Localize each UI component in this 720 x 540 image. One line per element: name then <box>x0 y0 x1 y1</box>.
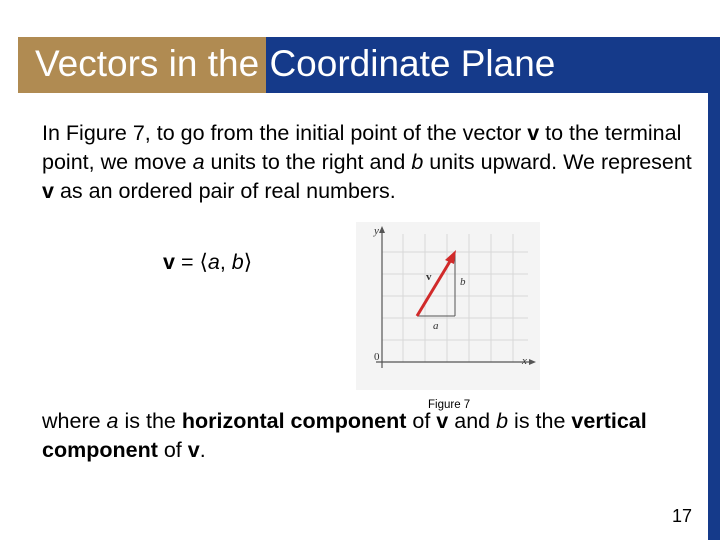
text-run: where <box>42 409 107 433</box>
b-label: b <box>460 276 466 288</box>
vector-v: v <box>527 121 540 145</box>
page-number: 17 <box>672 506 693 526</box>
vector-v: v <box>163 250 175 274</box>
x-axis-label: x <box>522 355 527 367</box>
origin-label: 0 <box>374 351 380 363</box>
var-b: b <box>231 250 244 274</box>
term-horizontal-component: horizontal component <box>181 409 407 433</box>
var-b: b <box>411 150 424 174</box>
text-run: units to the right and <box>204 150 412 174</box>
text-run: is the <box>508 409 572 433</box>
figure-caption: Figure 7 <box>428 399 471 411</box>
text-run: to the terminal point, we move <box>42 121 682 174</box>
a-label: a <box>433 320 439 332</box>
var-b: b <box>496 409 509 433</box>
vector-v: v <box>436 409 449 433</box>
text-run: units upward. We represent <box>423 150 692 174</box>
side-rule <box>708 93 720 540</box>
text-run: as an ordered pair of real numbers. <box>53 179 396 203</box>
vector-v: v <box>42 179 54 203</box>
slide-title: Vectors in the Coordinate Plane <box>35 43 556 84</box>
var-a: a <box>207 250 220 274</box>
vector-label: v <box>426 271 432 283</box>
vector-formula <box>163 250 252 275</box>
intro-paragraph <box>42 119 692 206</box>
vector-v: v <box>187 438 200 462</box>
var-a: a <box>192 150 205 174</box>
text-run: of <box>157 438 188 462</box>
text-run: = ⟨ <box>174 250 208 274</box>
text-run: , <box>219 250 232 274</box>
text-run: is the <box>118 409 182 433</box>
figure-7-diagram <box>356 222 540 390</box>
var-a: a <box>106 409 119 433</box>
text-run: of <box>406 409 437 433</box>
y-axis-label: y <box>374 225 379 237</box>
text-run: ⟩ <box>243 250 253 274</box>
text-run: In Figure 7, to go from the initial point of the vector <box>42 121 528 145</box>
term-vertical-component: vertical component <box>42 409 647 462</box>
text-run: and <box>448 409 497 433</box>
title-bar <box>18 37 720 93</box>
definition-paragraph <box>42 407 682 465</box>
text-run: . <box>199 438 206 462</box>
